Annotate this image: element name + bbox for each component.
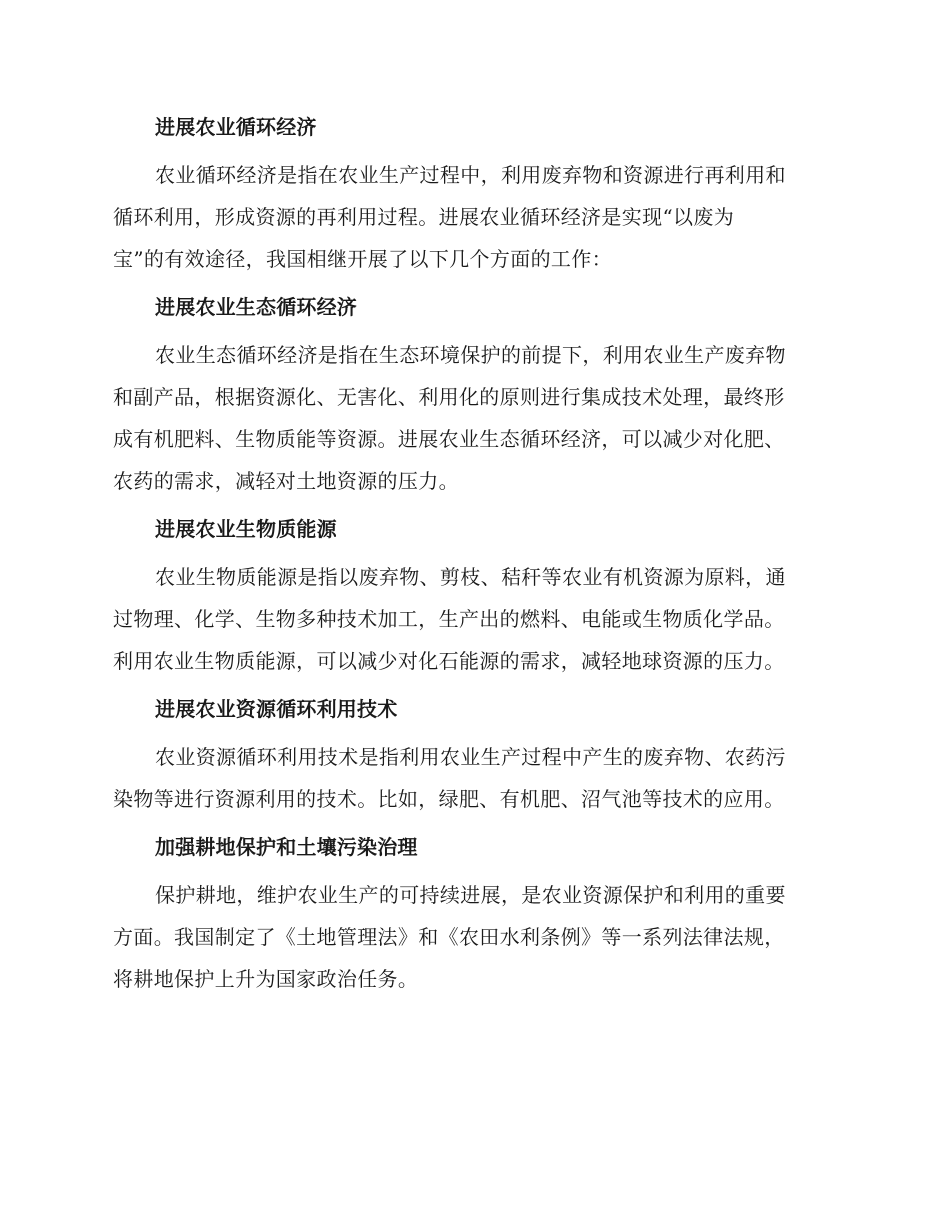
section-paragraph bbox=[113, 874, 830, 1000]
section-heading: 进展农业循环经济 bbox=[155, 115, 317, 139]
section-heading: 进展农业生物质能源 bbox=[155, 517, 337, 541]
paragraph-line: 利用农业生物质能源，可以减少对化石能源的需求，减轻地球资源的压力。 bbox=[113, 649, 785, 673]
section-farmland-protection bbox=[113, 828, 830, 1000]
paragraph-line: 农业资源循环利用技术是指利用农业生产过程中产生的废弃物、农药污 bbox=[155, 745, 786, 769]
paragraph-line: 农药的需求，减轻对土地资源的压力。 bbox=[113, 469, 459, 493]
paragraph-line: 农业生物质能源是指以废弃物、剪枝、秸秆等农业有机资源为原料，通 bbox=[155, 565, 786, 589]
paragraph-line: 将耕地保护上升为国家政治任务。 bbox=[113, 967, 419, 991]
paragraph-line: 宝”的有效途径，我国相继开展了以下几个方面的工作： bbox=[113, 247, 612, 271]
section-paragraph bbox=[113, 556, 830, 682]
section-paragraph bbox=[113, 736, 830, 820]
section-heading: 进展农业资源循环利用技术 bbox=[155, 697, 398, 721]
section-heading: 加强耕地保护和土壤污染治理 bbox=[155, 835, 418, 859]
section-ecological-circular-economy bbox=[113, 288, 830, 502]
paragraph-line: 染物等进行资源利用的技术。比如，绿肥、有机肥、沼气池等技术的应用。 bbox=[113, 787, 785, 811]
section-biomass-energy bbox=[113, 510, 830, 682]
paragraph-line: 方面。我国制定了《土地管理法》和《农田水利条例》等一系列法律法规， bbox=[113, 925, 785, 949]
section-paragraph bbox=[113, 334, 830, 502]
paragraph-line: 保护耕地，维护农业生产的可持续进展，是农业资源保护和利用的重要 bbox=[155, 883, 786, 907]
section-resource-recycling bbox=[113, 690, 830, 820]
paragraph-line: 过物理、化学、生物多种技术加工，生产出的燃料、电能或生物质化学品。 bbox=[113, 607, 785, 631]
section-paragraph bbox=[113, 154, 830, 280]
section-circular-economy bbox=[113, 108, 830, 280]
paragraph-line: 和副产品，根据资源化、无害化、利用化的原则进行集成技术处理，最终形 bbox=[113, 385, 785, 409]
paragraph-line: 成有机肥料、生物质能等资源。进展农业生态循环经济，可以减少对化肥、 bbox=[113, 427, 785, 451]
paragraph-line: 农业生态循环经济是指在生态环境保护的前提下，利用农业生产废弃物 bbox=[155, 343, 786, 367]
paragraph-line: 循环利用，形成资源的再利用过程。进展农业循环经济是实现“以废为 bbox=[113, 205, 735, 229]
paragraph-line: 农业循环经济是指在农业生产过程中，利用废弃物和资源进行再利用和 bbox=[155, 163, 786, 187]
document-page bbox=[113, 108, 830, 1008]
section-heading: 进展农业生态循环经济 bbox=[155, 295, 357, 319]
